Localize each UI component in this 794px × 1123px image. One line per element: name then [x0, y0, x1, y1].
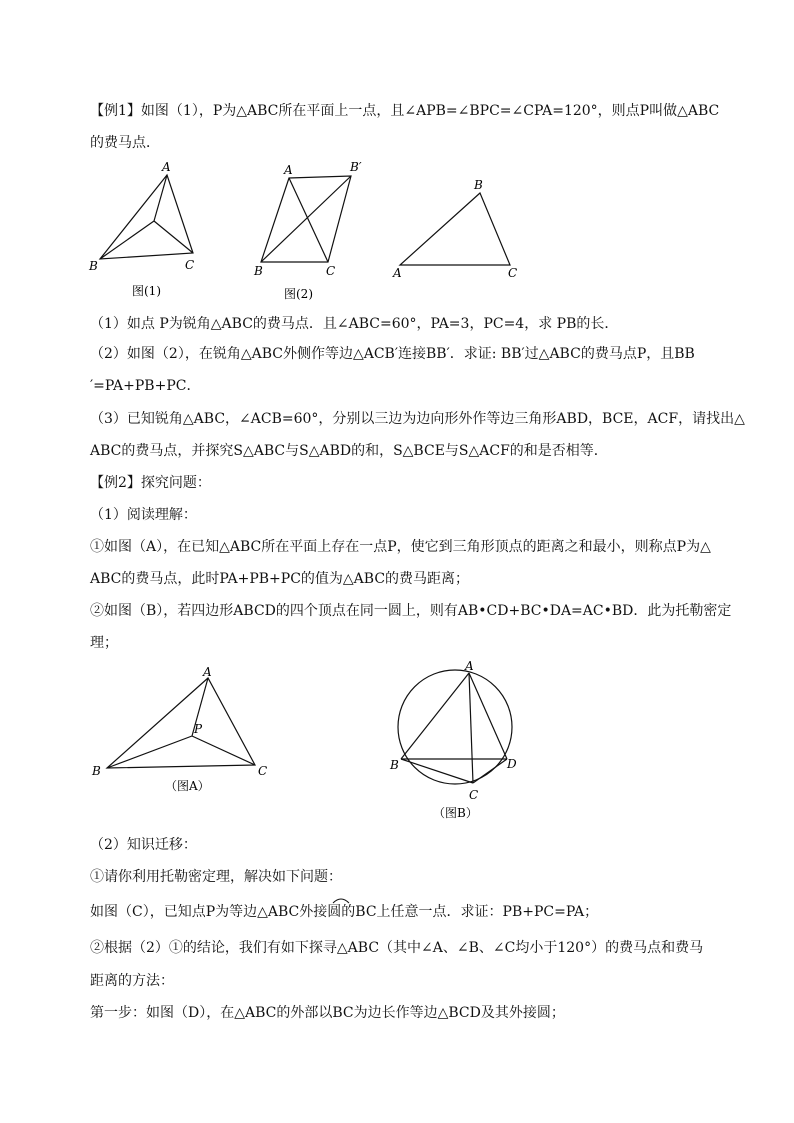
fig2-caption: 图(2): [284, 287, 313, 301]
fig2-label-c: C: [326, 264, 336, 278]
figure-1: [80, 155, 210, 305]
fig2-label-a: A: [284, 163, 293, 177]
fig3-label-b: B: [474, 178, 483, 192]
fig2-label-b-prime: B′: [350, 160, 362, 174]
figA-label-p: P: [194, 722, 203, 736]
figB-label-d: D: [507, 757, 517, 771]
figA-label-c: C: [258, 764, 268, 778]
figA-caption: （图A）: [165, 779, 210, 793]
figB-caption: （图B）: [433, 806, 478, 820]
ex2-step1: 第一步：如图（D），在△ABC的外部以BC为边长作等边△BCD及其外接圆；: [90, 1005, 565, 1021]
ex1-question-3b: ABC的费马点，并探究S△ABC与S△ABD的和，S△BCE与S△ACF的和是否相等．: [90, 443, 608, 459]
arc-mark: [331, 896, 351, 904]
fig1-label-a: A: [162, 160, 171, 174]
ex2-part2-a: ①请你利用托勒密定理，解决如下问题：: [90, 869, 342, 885]
ex2-part2-a-question: 如图（C），已知点P为等边△ABC外接圆的BC上任意一点．求证：PB+PC=PA；: [90, 904, 599, 920]
ex2-part2: （2）知识迁移：: [90, 837, 197, 853]
ex1-question-2a: （2）如图（2），在锐角△ABC外侧作等边△ACB′连接BB′．求证: BB′过△ABC的费马点P，且BB: [90, 346, 695, 362]
ex2-part2-b-1: ②根据（2）①的结论，我们有如下探寻△ABC（其中∠A、∠B、∠C均小于120°）的费马点和费马: [90, 940, 704, 956]
fig1-label-b: B: [89, 259, 98, 273]
fig1-label-c: C: [185, 258, 195, 272]
ex1-question-1: （1）如点 P为锐角△ABC的费马点．且∠ABC=60°，PA=3，PC=4，求 PB的长．: [90, 316, 619, 332]
fig2-label-b: B: [254, 264, 263, 278]
figB-label-c: C: [469, 788, 479, 802]
fig3-label-c: C: [508, 266, 518, 280]
ex2-part1-b-1: ②如图（B），若四边形ABCD的四个顶点在同一圆上，则有AB•CD+BC•DA=AC•BD．此为托勒密定: [90, 603, 732, 619]
ex1-question-3a: （3）已知锐角△ABC，∠ACB=60°，分别以三边为边向形外作等边三角形ABD，BCE，ACF，请找出△: [90, 411, 745, 427]
ex2-part1-a-2: ABC的费马点，此时PA+PB+PC的值为△ABC的费马距离；: [90, 571, 470, 587]
fig1-caption: 图(1): [132, 284, 161, 298]
figure-2: [246, 158, 376, 308]
ex2-part1: （1）阅读理解：: [90, 507, 197, 523]
figB-label-b: B: [390, 758, 399, 772]
figA-label-b: B: [92, 764, 101, 778]
figB-label-a: A: [465, 659, 474, 673]
ex1-line2: 的费马点．: [90, 135, 160, 151]
ex2-part1-b-2: 理；: [90, 635, 118, 651]
ex2-title: 【例2】探究问题：: [90, 475, 211, 491]
ex2-part1-a-1: ①如图（A），在已知△ABC所在平面上存在一点P，使它到三角形顶点的距离之和最小，则称点P为△: [90, 539, 711, 555]
ex1-line1: 【例1】如图（1），P为△ABC所在平面上一点，且∠APB=∠BPC=∠CPA=120°，则点P叫做△ABC: [90, 103, 720, 119]
ex1-question-2b: ′=PA+PB+PC．: [90, 378, 201, 394]
figure-a: [85, 660, 285, 805]
figA-label-a: A: [203, 665, 212, 679]
figure-b: [385, 655, 535, 825]
ex2-part2-b-2: 距离的方法：: [90, 973, 174, 989]
figure-3: [388, 175, 528, 285]
fig3-label-a: A: [393, 266, 402, 280]
